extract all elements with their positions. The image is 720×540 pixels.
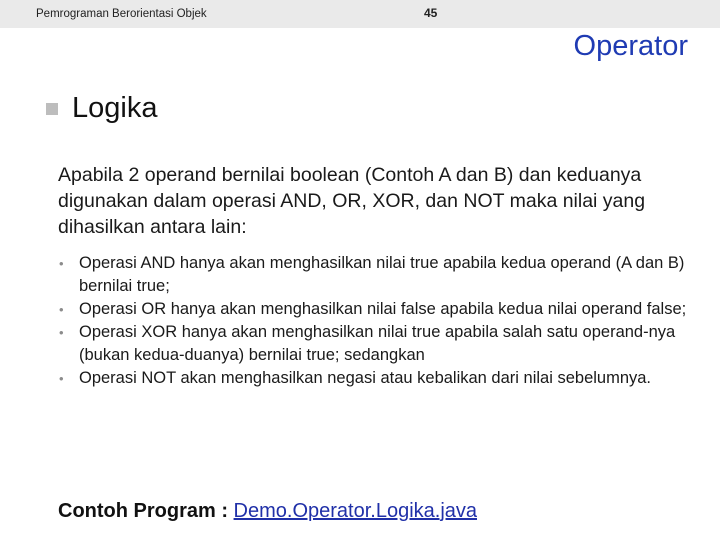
example-label: Contoh Program : [58,500,234,522]
list-item-or [58,298,698,321]
topic-heading [46,92,157,125]
course-name: Pemrograman Berorientasi Objek [36,8,207,20]
example-program-link[interactable]: Demo.Operator.Logika.java [233,500,478,522]
page-number: 45 [424,6,438,20]
list-item-not [58,367,698,390]
slide-title: Operator [573,30,688,62]
list-item-text: Operasi AND hanya akan menghasilkan nilai true apabila kedua operand (A dan B) bernilai true; [79,254,685,295]
bullet-dot-icon: • [59,256,64,271]
list-item-xor [58,321,698,367]
bullet-dot-icon: • [59,302,64,317]
operator-list [58,252,698,390]
list-item-text: Operasi OR hanya akan menghasilkan nilai false apabila kedua nilai operand false; [79,300,687,318]
square-bullet-icon [46,103,58,115]
topic-label: Logika [72,92,158,124]
bullet-dot-icon: • [59,325,64,340]
intro-paragraph: Apabila 2 operand bernilai boolean (Contoh A dan B) dan keduanya digunakan dalam operasi AND, OR, XOR, dan NOT maka nilai yang dihasilkan antara lain: [58,164,646,238]
example-program [58,500,477,523]
list-item-text: Operasi NOT akan menghasilkan negasi atau kebalikan dari nilai sebelumnya. [79,369,652,387]
list-item-and [58,252,698,298]
list-item-text: Operasi XOR hanya akan menghasilkan nilai true apabila salah satu operand-nya (bukan kedua-duanya) bernilai true; sedangkan [79,323,676,364]
bullet-dot-icon: • [59,371,64,386]
